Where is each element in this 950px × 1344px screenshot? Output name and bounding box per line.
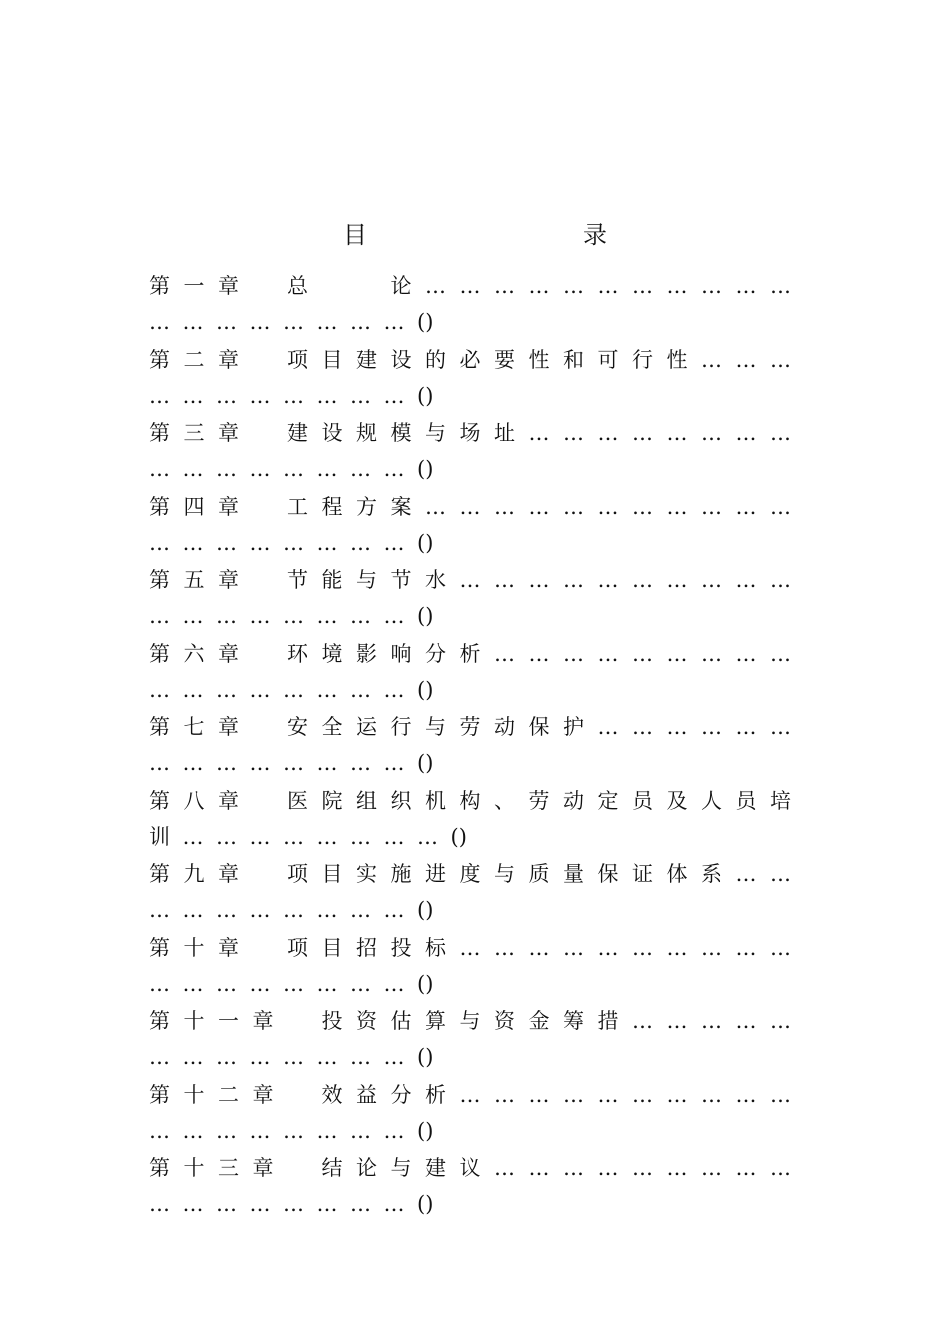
- toc-entry-line2: … … … … … … … … (): [149, 530, 434, 555]
- toc-entry-line1: 第 八 章 医 院 组 织 机 构 、 劳 动 定 员 及 人 员 培: [149, 788, 791, 813]
- toc-entry-line2: … … … … … … … … (): [149, 1118, 434, 1143]
- toc-entry-line2: … … … … … … … … (): [149, 310, 434, 334]
- toc-entry-line2: 训 … … … … … … … … (): [149, 824, 467, 849]
- toc-entry-line1: 第 四 章 工 程 方 案 … … … … … … … … … … …: [149, 494, 791, 519]
- toc-entry-line2: … … … … … … … … (): [149, 751, 434, 775]
- toc-entry-line1: 第 十 一 章 投 资 估 算 与 资 金 筹 措 … … … … …: [149, 1009, 791, 1033]
- toc-entry[interactable]: [149, 414, 791, 488]
- toc-list: [149, 267, 791, 1223]
- toc-entry-line1: 第 五 章 节 能 与 节 水 … … … … … … … … … …: [149, 568, 791, 592]
- toc-entry-line1: 第 一 章 总 论 … … … … … … … … … … …: [149, 274, 791, 298]
- toc-entry[interactable]: [149, 855, 791, 929]
- toc-entry-line2: … … … … … … … … (): [149, 1192, 434, 1216]
- toc-entry[interactable]: [149, 341, 791, 415]
- toc-entry[interactable]: [149, 1149, 791, 1223]
- toc-entry[interactable]: [149, 708, 791, 782]
- toc-entry[interactable]: [149, 267, 791, 341]
- toc-entry-line1: 第 十 三 章 结 论 与 建 议 … … … … … … … … …: [149, 1156, 791, 1180]
- toc-title: 目 录: [343, 221, 663, 249]
- toc-entry[interactable]: [149, 782, 791, 856]
- toc-entry-line1: 第 十 二 章 效 益 分 析 … … … … … … … … … …: [149, 1082, 791, 1107]
- toc-entry[interactable]: [149, 1002, 791, 1076]
- toc-entry-line1: 第 三 章 建 设 规 模 与 场 址 … … … … … … … …: [149, 421, 791, 445]
- toc-entry-line2: … … … … … … … … (): [149, 971, 434, 996]
- toc-entry-line2: … … … … … … … … (): [149, 604, 434, 628]
- toc-entry-line1: 第 七 章 安 全 运 行 与 劳 动 保 护 … … … … … …: [149, 715, 791, 739]
- toc-entry[interactable]: [149, 488, 791, 562]
- toc-entry-line2: … … … … … … … … (): [149, 898, 434, 922]
- toc-entry-line1: 第 二 章 项 目 建 设 的 必 要 性 和 可 行 性 … … …: [149, 347, 791, 372]
- toc-entry[interactable]: [149, 1076, 791, 1150]
- toc-entry-line1: 第 九 章 项 目 实 施 进 度 与 质 量 保 证 体 系 … …: [149, 862, 791, 886]
- toc-entry-line2: … … … … … … … … (): [149, 383, 434, 408]
- toc-entry[interactable]: [149, 635, 791, 709]
- toc-entry-line1: 第 六 章 环 境 影 响 分 析 … … … … … … … … …: [149, 641, 791, 666]
- toc-entry[interactable]: [149, 561, 791, 635]
- toc-entry-line1: 第 十 章 项 目 招 投 标 … … … … … … … … … …: [149, 935, 791, 960]
- toc-entry[interactable]: [149, 929, 791, 1003]
- toc-entry-line2: … … … … … … … … (): [149, 1045, 434, 1069]
- toc-entry-line2: … … … … … … … … (): [149, 457, 434, 481]
- toc-entry-line2: … … … … … … … … (): [149, 677, 434, 702]
